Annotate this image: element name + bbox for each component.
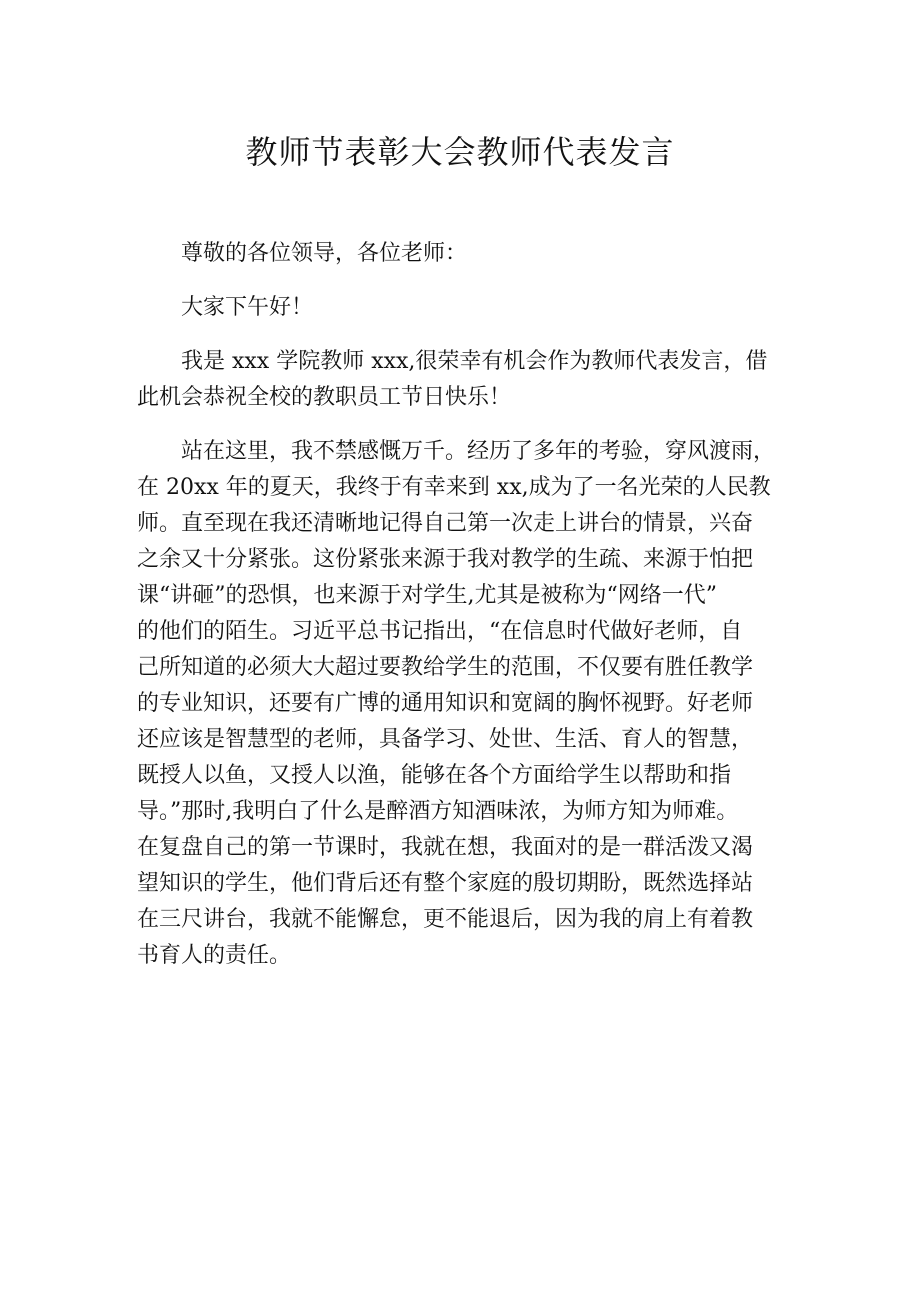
text-line: 之余又十分紧张。这份紧张来源于我对教学的生疏、来源于怕把 xyxy=(137,547,754,572)
text-line: 望知识的学生，他们背后还有整个家庭的殷切期盼，既然选择站 xyxy=(137,871,754,896)
text-line: 书育人的责任。 xyxy=(137,943,292,968)
text-line: 此机会恭祝全校的教职员工节日快乐！ xyxy=(137,385,512,410)
text-line: 师。直至现在我还清晰地记得自己第一次走上讲台的情景，兴奋 xyxy=(137,511,754,536)
text-line: 尊敬的各位领导，各位老师： xyxy=(181,241,468,266)
text-line: 课“讲砸”的恐惧，也来源于对学生,尤其是被称为“网络一代” xyxy=(137,583,717,608)
document-body xyxy=(137,236,801,992)
text-line: 在三尺讲台，我就不能懈怠，更不能退后，因为我的肩上有着教 xyxy=(137,907,754,932)
text-line: 的专业知识，还要有广博的通用知识和宽阔的胸怀视野。好老师 xyxy=(137,691,754,716)
text-line: 在复盘自己的第一节课时，我就在想，我面对的是一群活泼又渴 xyxy=(137,835,754,860)
text-line: 的他们的陌生。习近平总书记指出，“在信息时代做好老师，自 xyxy=(137,619,743,644)
greeting-paragraph xyxy=(137,290,801,326)
text-line: 己所知道的必须大大超过要教给学生的范围，不仅要有胜任教学 xyxy=(137,655,754,680)
text-line: 大家下午好！ xyxy=(181,295,314,320)
introduction-paragraph xyxy=(137,344,801,416)
main-paragraph xyxy=(137,434,801,974)
text-line: 站在这里，我不禁感慨万千。经历了多年的考验，穿风渡雨， xyxy=(181,439,776,464)
text-line: 还应该是智慧型的老师，具备学习、处世、生活、育人的智慧， xyxy=(137,727,754,752)
text-line: 既授人以鱼，又授人以渔，能够在各个方面给学生以帮助和指 xyxy=(137,763,732,788)
text-line: 在 20xx 年的夏天，我终于有幸来到 xx,成为了一名光荣的人民教 xyxy=(137,475,771,500)
text-line: 导。”那时,我明白了什么是醉酒方知酒味浓，为师方知为师难。 xyxy=(137,799,739,824)
text-line: 我是 xxx 学院教师 xxx,很荣幸有机会作为教师代表发言，借 xyxy=(181,349,768,374)
document-title: 教师节表彰大会教师代表发言 xyxy=(245,133,675,171)
salutation-paragraph xyxy=(137,236,801,272)
